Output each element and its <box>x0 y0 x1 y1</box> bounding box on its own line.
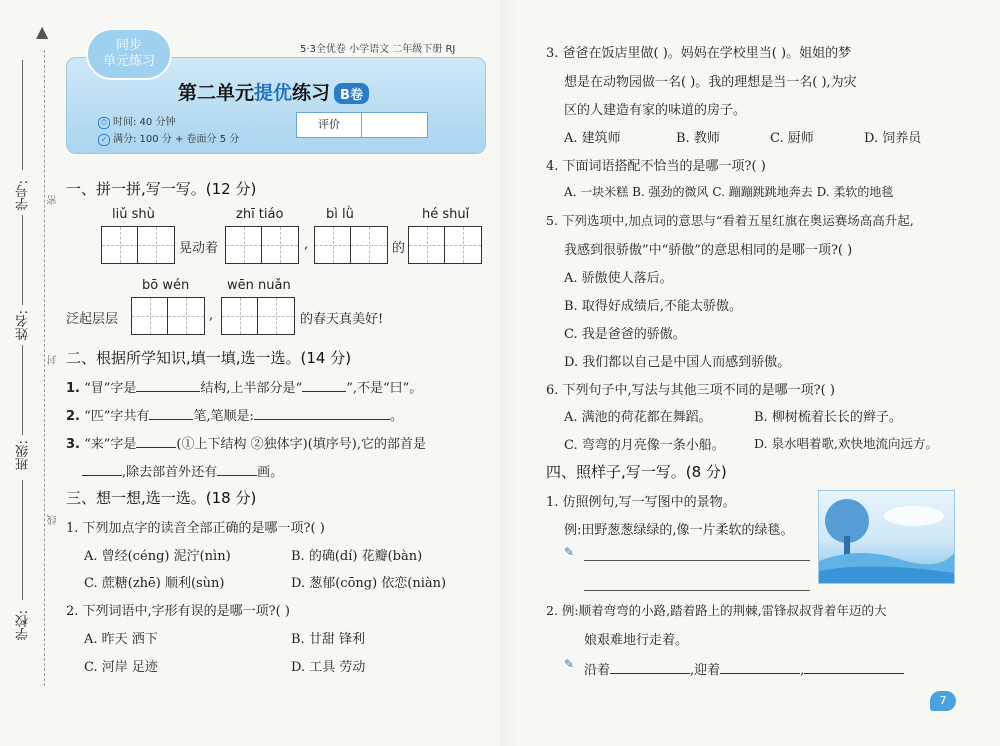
cut-mark-xian: 线 <box>48 515 59 525</box>
s4-question-2-line2: 娘艰难地行走着。 <box>584 633 689 648</box>
writing-grid[interactable] <box>257 297 295 335</box>
answer-blank[interactable] <box>302 379 346 392</box>
s4-question-1: 1. 仿照例句,写一写图中的景物。 <box>546 495 736 510</box>
text-fragment: , <box>304 237 309 252</box>
badge-line2: 单元练习 <box>102 54 155 69</box>
q-text: 笔,笔顺是: <box>193 409 254 424</box>
binding-dashed-line <box>44 50 45 686</box>
s3-q5-option-a[interactable]: A. 骄傲使人落后。 <box>564 271 673 286</box>
score-text: 满分: 100 分 + 卷面分 5 分 <box>113 134 240 145</box>
writing-grid[interactable] <box>131 297 169 335</box>
s3-question-5-line2: 我感到很骄傲”中“骄傲”的意思相同的是哪一项?( ) <box>564 243 853 258</box>
writing-grid[interactable] <box>314 226 352 264</box>
s3-q6-option-a[interactable]: A. 满池的荷花都在舞蹈。 <box>564 410 712 425</box>
pinyin-1: liǔ shù <box>112 207 155 222</box>
s3-q3-option-b[interactable]: B. 教师 <box>676 131 720 146</box>
s3-q1-option-a[interactable]: A. 曾经(céng) 泥泞(nìn) <box>84 549 231 564</box>
s3-question-6: 6. 下列句子中,写法与其他三项不同的是哪一项?( ) <box>546 383 835 398</box>
page-title <box>178 78 369 105</box>
answer-line[interactable] <box>584 560 810 561</box>
s3-q6-option-c[interactable]: C. 弯弯的月亮像一条小船。 <box>564 438 725 453</box>
score-info <box>98 130 239 146</box>
q-text: 结构,上半部分是“ <box>200 381 303 396</box>
evaluation-box[interactable] <box>296 112 428 138</box>
s3-q2-option-a[interactable]: A. 昨天 洒下 <box>84 632 158 647</box>
q-text: ,除去部首外还有 <box>122 465 218 480</box>
title-post: 练习 <box>292 82 331 104</box>
writing-grid[interactable] <box>408 226 446 264</box>
answer-blank[interactable] <box>136 435 176 448</box>
writing-grid[interactable] <box>167 297 205 335</box>
student-name-label: 姓名: <box>16 310 31 341</box>
s3-q4-options[interactable]: A. 一块米糕 B. 强劲的微风 C. 蹦蹦跳跳地奔去 D. 柔软的地毯 <box>564 185 894 199</box>
pinyin-5: bō wén <box>142 278 190 293</box>
student-name-field[interactable] <box>22 215 23 305</box>
writing-grid[interactable] <box>221 297 259 335</box>
text-fragment: 泛起层层 <box>66 312 119 327</box>
writing-grid[interactable] <box>101 226 139 264</box>
s3-question-1: 1. 下列加点字的读音全部正确的是哪一项?( ) <box>66 521 325 536</box>
clock-icon: ⏱ <box>98 117 110 129</box>
pinyin-3: bì lǜ <box>326 207 354 222</box>
answer-blank[interactable] <box>610 661 690 674</box>
answer-blank[interactable] <box>82 463 122 476</box>
q-text: (①上下结构 ②独体字)(填序号),它的部首是 <box>176 437 426 452</box>
s2-question-3-line2 <box>82 461 283 480</box>
title-tag: B卷 <box>334 83 369 104</box>
time-info <box>98 113 175 129</box>
evaluation-label: 评价 <box>297 113 362 137</box>
school-field[interactable] <box>22 480 23 600</box>
q-text: ”,不是“曰”。 <box>346 381 423 396</box>
s3-question-3-line2: 想是在动物园做一名( )。我的理想是当一名( ),为灾 <box>564 75 857 90</box>
cut-mark-mi: 密 <box>48 195 59 205</box>
q-text: 画。 <box>257 465 284 480</box>
s3-q3-option-a[interactable]: A. 建筑师 <box>564 131 621 146</box>
s3-q1-option-b[interactable]: B. 的确(dí) 花瓣(bàn) <box>291 549 423 564</box>
rocket-icon: ▲ <box>36 22 49 41</box>
section3-heading: 三、想一想,选一选。(18 分) <box>66 489 257 507</box>
pencil-icon: ✎ <box>564 657 575 671</box>
badge-line1: 同步 <box>115 38 142 53</box>
s3-q3-option-d[interactable]: D. 饲养员 <box>864 131 922 146</box>
pinyin-4: hé shuǐ <box>422 207 470 222</box>
writing-grid[interactable] <box>261 226 299 264</box>
s3-question-4: 4. 下面词语搭配不恰当的是哪一项?( ) <box>546 159 766 174</box>
answer-blank[interactable] <box>720 661 800 674</box>
q-text: , <box>800 663 805 678</box>
answer-blank[interactable] <box>149 407 193 420</box>
series-info: 5·3全优卷 小学语文 二年级下册 RJ <box>300 44 456 55</box>
check-icon: ✓ <box>98 134 110 146</box>
time-text: 时间: 40 分钟 <box>113 117 176 128</box>
student-id-label: 学号: <box>16 180 31 211</box>
s3-q5-option-d[interactable]: D. 我们都以自己是中国人而感到骄傲。 <box>564 355 791 370</box>
answer-blank[interactable] <box>217 463 257 476</box>
text-fragment: 晃动着 <box>179 241 219 256</box>
section2-heading: 二、根据所学知识,填一填,选一选。(14 分) <box>66 349 352 367</box>
s4-fill-line <box>584 659 904 678</box>
school-label: 学校: <box>16 610 31 641</box>
s3-q2-option-c[interactable]: C. 河岸 足迹 <box>84 660 158 675</box>
q-number: 1. <box>66 381 80 396</box>
writing-grid[interactable] <box>137 226 175 264</box>
s3-question-3-line3: 区的人建造有家的味道的房子。 <box>564 103 747 118</box>
class-field[interactable] <box>22 345 23 435</box>
writing-grid[interactable] <box>350 226 388 264</box>
title-highlight: 提优 <box>254 82 293 104</box>
class-label: 班级: <box>16 440 31 471</box>
answer-blank[interactable] <box>804 661 904 674</box>
s3-q1-option-d[interactable]: D. 葱郁(cōng) 依恋(niàn) <box>291 576 447 591</box>
answer-blank[interactable] <box>136 379 200 392</box>
s4-question-2: 2. 例:顺着弯弯的小路,踏着路上的荆棘,雷锋叔叔背着年迈的大 <box>546 603 887 618</box>
q-text: 。 <box>389 409 403 424</box>
s3-q2-option-b[interactable]: B. 廿甜 锋利 <box>291 632 365 647</box>
text-fragment: 的春天真美好! <box>300 312 384 327</box>
scenery-illustration <box>818 490 955 584</box>
pencil-icon: ✎ <box>564 545 575 559</box>
s3-question-2: 2. 下列词语中,字形有误的是哪一项?( ) <box>66 604 290 619</box>
q-text: “来”字是 <box>84 437 137 452</box>
pinyin-2: zhī tiáo <box>236 207 284 222</box>
text-fragment: 的 <box>392 241 406 256</box>
q-text: “冒”字是 <box>84 381 137 396</box>
cut-mark-feng: 封 <box>48 355 59 365</box>
s3-q6-option-b[interactable]: B. 柳树梳着长长的辫子。 <box>754 410 902 425</box>
s4-example: 例:田野葱葱绿绿的,像一片柔软的绿毯。 <box>564 523 794 538</box>
s3-q2-option-d[interactable]: D. 工具 劳动 <box>291 660 366 675</box>
student-id-field[interactable] <box>22 60 23 170</box>
q-number: 2. <box>66 409 80 424</box>
s3-q5-option-c[interactable]: C. 我是爸爸的骄傲。 <box>564 327 686 342</box>
q-text: “匹”字共有 <box>84 409 150 424</box>
s2-question-3 <box>66 433 426 452</box>
title-pre: 第二单元 <box>178 82 255 104</box>
q-number: 3. <box>66 437 80 452</box>
s3-q3-option-c[interactable]: C. 厨师 <box>770 131 814 146</box>
page-gutter <box>500 0 518 746</box>
pinyin-6: wēn nuǎn <box>227 278 291 293</box>
s3-question-5: 5. 下列选项中,加点词的意思与“看着五星红旗在奥运赛场高高升起, <box>546 213 914 228</box>
s2-question-1 <box>66 377 422 396</box>
writing-grid[interactable] <box>444 226 482 264</box>
answer-blank[interactable] <box>254 407 390 420</box>
s3-q1-option-c[interactable]: C. 蔗糖(zhē) 顺利(sùn) <box>84 576 225 591</box>
sync-badge <box>86 28 172 80</box>
answer-line[interactable] <box>584 590 810 591</box>
q-text: ,迎着 <box>690 663 721 678</box>
writing-grid[interactable] <box>225 226 263 264</box>
text-fragment: , <box>209 308 214 323</box>
s3-q5-option-b[interactable]: B. 取得好成绩后,不能太骄傲。 <box>564 299 742 314</box>
section1-heading: 一、拼一拼,写一写。(12 分) <box>66 180 257 198</box>
section4-heading: 四、照样子,写一写。(8 分) <box>546 463 727 481</box>
s2-question-2 <box>66 405 403 424</box>
page-number: 7 <box>930 691 956 711</box>
s3-question-3: 3. 爸爸在饭店里做( )。妈妈在学校里当( )。姐姐的梦 <box>546 46 852 61</box>
s3-q6-option-d[interactable]: D. 泉水唱着歌,欢快地流向远方。 <box>754 436 938 451</box>
q-text: 沿着 <box>584 663 611 678</box>
